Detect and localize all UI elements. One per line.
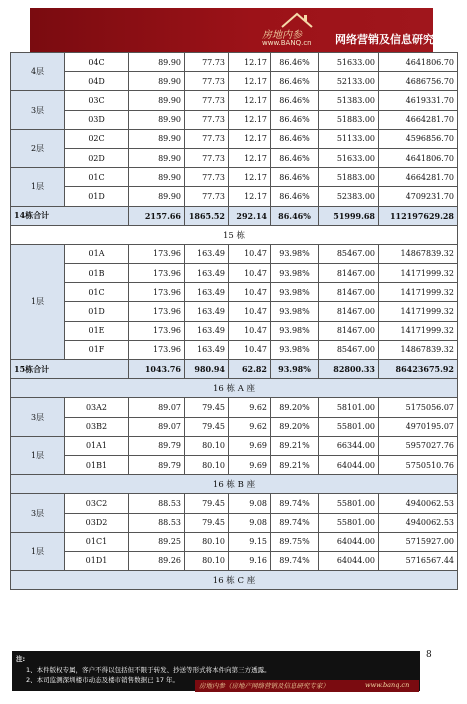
building-section-row — [11, 475, 458, 494]
total-cell: 82800.33 — [319, 360, 379, 379]
value-cell: 77.73 — [185, 110, 229, 129]
value-cell: 89.90 — [129, 110, 185, 129]
value-cell: 10.47 — [229, 340, 271, 359]
value-cell: 163.49 — [185, 283, 229, 302]
value-cell: 12.17 — [229, 110, 271, 129]
total-cell: 86.46% — [271, 206, 319, 225]
unit-cell: 01D — [65, 187, 129, 206]
notes-title: 注: — [16, 655, 26, 663]
value-cell: 89.20% — [271, 398, 319, 417]
building-total-row — [11, 360, 458, 379]
floor-cell: 4层 — [11, 53, 65, 91]
unit-cell: 01C — [65, 168, 129, 187]
floor-cell: 1层 — [11, 532, 65, 570]
value-cell: 4970195.07 — [379, 417, 458, 436]
value-cell: 9.62 — [229, 417, 271, 436]
total-cell: 2157.66 — [129, 206, 185, 225]
table-row — [11, 53, 458, 72]
value-cell: 85467.00 — [319, 340, 379, 359]
value-cell: 93.98% — [271, 302, 319, 321]
value-cell: 5715927.00 — [379, 532, 458, 551]
value-cell: 86.46% — [271, 53, 319, 72]
sales-table — [10, 52, 458, 590]
header-banner — [30, 8, 456, 52]
value-cell: 81467.00 — [319, 321, 379, 340]
value-cell: 12.17 — [229, 187, 271, 206]
total-cell: 86423675.92 — [379, 360, 458, 379]
value-cell: 88.53 — [129, 494, 185, 513]
value-cell: 173.96 — [129, 264, 185, 283]
value-cell: 5750510.76 — [379, 455, 458, 474]
value-cell: 10.47 — [229, 264, 271, 283]
notes-line: 2、本司监测深圳楼市动态及楼市销售数据已 17 年。 — [26, 676, 180, 684]
table-row — [11, 148, 458, 167]
table-row — [11, 513, 458, 532]
value-cell: 80.10 — [185, 551, 229, 570]
value-cell: 12.17 — [229, 148, 271, 167]
value-cell: 64044.00 — [319, 551, 379, 570]
table-row — [11, 398, 458, 417]
value-cell: 51133.00 — [319, 129, 379, 148]
brand-logo — [262, 12, 332, 48]
total-cell: 1865.52 — [185, 206, 229, 225]
table-row — [11, 72, 458, 91]
value-cell: 89.90 — [129, 72, 185, 91]
value-cell: 14171999.32 — [379, 283, 458, 302]
value-cell: 10.47 — [229, 321, 271, 340]
value-cell: 55801.00 — [319, 513, 379, 532]
value-cell: 173.96 — [129, 244, 185, 263]
total-cell: 1043.76 — [129, 360, 185, 379]
value-cell: 89.21% — [271, 455, 319, 474]
value-cell: 77.73 — [185, 91, 229, 110]
value-cell: 81467.00 — [319, 264, 379, 283]
value-cell: 89.25 — [129, 532, 185, 551]
value-cell: 89.74% — [271, 513, 319, 532]
value-cell: 88.53 — [129, 513, 185, 532]
table-row — [11, 340, 458, 359]
value-cell: 80.10 — [185, 436, 229, 455]
value-cell: 9.08 — [229, 494, 271, 513]
unit-cell: 01A1 — [65, 436, 129, 455]
value-cell: 9.15 — [229, 532, 271, 551]
value-cell: 4664281.70 — [379, 110, 458, 129]
value-cell: 86.46% — [271, 168, 319, 187]
value-cell: 5957027.76 — [379, 436, 458, 455]
value-cell: 89.79 — [129, 436, 185, 455]
value-cell: 163.49 — [185, 244, 229, 263]
unit-cell: 03A2 — [65, 398, 129, 417]
building-section-row — [11, 379, 458, 398]
total-label: 14栋合计 — [11, 206, 129, 225]
value-cell: 77.73 — [185, 129, 229, 148]
value-cell: 9.16 — [229, 551, 271, 570]
value-cell: 79.45 — [185, 417, 229, 436]
value-cell: 89.74% — [271, 551, 319, 570]
value-cell: 64044.00 — [319, 532, 379, 551]
logo-text: 房地内参 — [262, 30, 302, 41]
value-cell: 9.62 — [229, 398, 271, 417]
unit-cell: 03B2 — [65, 417, 129, 436]
unit-cell: 03C — [65, 91, 129, 110]
section-title: 16 栋 B 座 — [11, 475, 458, 494]
table-row — [11, 532, 458, 551]
unit-cell: 01F — [65, 340, 129, 359]
value-cell: 86.46% — [271, 148, 319, 167]
unit-cell: 02D — [65, 148, 129, 167]
value-cell: 163.49 — [185, 302, 229, 321]
value-cell: 163.49 — [185, 264, 229, 283]
table-row — [11, 110, 458, 129]
value-cell: 77.73 — [185, 148, 229, 167]
value-cell: 86.46% — [271, 129, 319, 148]
value-cell: 79.45 — [185, 398, 229, 417]
value-cell: 93.98% — [271, 321, 319, 340]
value-cell: 80.10 — [185, 532, 229, 551]
value-cell: 58101.00 — [319, 398, 379, 417]
floor-cell: 2层 — [11, 129, 65, 167]
value-cell: 77.73 — [185, 53, 229, 72]
value-cell: 55801.00 — [319, 494, 379, 513]
building-section-row — [11, 225, 458, 244]
value-cell: 77.73 — [185, 187, 229, 206]
floor-cell: 3层 — [11, 398, 65, 436]
header-title: 网络营销及信息研究专家 — [335, 33, 456, 46]
table-row — [11, 436, 458, 455]
floor-cell: 1层 — [11, 244, 65, 359]
value-cell: 4664281.70 — [379, 168, 458, 187]
value-cell: 9.69 — [229, 436, 271, 455]
section-title: 16 栋 A 座 — [11, 379, 458, 398]
value-cell: 4619331.70 — [379, 91, 458, 110]
value-cell: 89.90 — [129, 168, 185, 187]
table-row — [11, 168, 458, 187]
footer-bar — [195, 680, 419, 692]
section-title: 15 栋 — [11, 225, 458, 244]
value-cell: 93.98% — [271, 244, 319, 263]
value-cell: 89.90 — [129, 53, 185, 72]
table-row — [11, 417, 458, 436]
value-cell: 93.98% — [271, 264, 319, 283]
value-cell: 89.21% — [271, 436, 319, 455]
unit-cell: 03C2 — [65, 494, 129, 513]
section-title: 16 栋 C 座 — [11, 571, 458, 590]
value-cell: 12.17 — [229, 168, 271, 187]
total-cell: 292.14 — [229, 206, 271, 225]
value-cell: 77.73 — [185, 72, 229, 91]
value-cell: 163.49 — [185, 340, 229, 359]
total-cell: 980.94 — [185, 360, 229, 379]
value-cell: 5175056.07 — [379, 398, 458, 417]
total-cell: 51999.68 — [319, 206, 379, 225]
value-cell: 89.74% — [271, 494, 319, 513]
value-cell: 173.96 — [129, 321, 185, 340]
unit-cell: 04D — [65, 72, 129, 91]
value-cell: 79.45 — [185, 494, 229, 513]
value-cell: 89.90 — [129, 187, 185, 206]
value-cell: 89.20% — [271, 417, 319, 436]
table-row — [11, 321, 458, 340]
value-cell: 52133.00 — [319, 72, 379, 91]
value-cell: 86.46% — [271, 110, 319, 129]
footer-brand: 房地内参（房地产网络营销及信息研究专家） — [199, 682, 329, 690]
building-total-row — [11, 206, 458, 225]
total-cell: 112197629.28 — [379, 206, 458, 225]
floor-cell: 1层 — [11, 168, 65, 206]
table-row — [11, 187, 458, 206]
value-cell: 93.98% — [271, 340, 319, 359]
table-row — [11, 494, 458, 513]
value-cell: 52383.00 — [319, 187, 379, 206]
value-cell: 14867839.32 — [379, 244, 458, 263]
value-cell: 12.17 — [229, 129, 271, 148]
floor-cell: 3层 — [11, 494, 65, 532]
unit-cell: 01C1 — [65, 532, 129, 551]
value-cell: 79.45 — [185, 513, 229, 532]
value-cell: 89.75% — [271, 532, 319, 551]
value-cell: 80.10 — [185, 455, 229, 474]
unit-cell: 01B — [65, 264, 129, 283]
notes-line: 1、本件版权专属，客户不得以包括但不限于转发、抄送等形式将本件向第三方透露。 — [26, 666, 271, 674]
logo-url: www.BANQ.cn — [262, 39, 312, 47]
table-row — [11, 302, 458, 321]
table-row — [11, 455, 458, 474]
value-cell: 89.07 — [129, 398, 185, 417]
value-cell: 89.90 — [129, 129, 185, 148]
value-cell: 4709231.70 — [379, 187, 458, 206]
value-cell: 51633.00 — [319, 53, 379, 72]
unit-cell: 01B1 — [65, 455, 129, 474]
table-row — [11, 129, 458, 148]
value-cell: 4641806.70 — [379, 53, 458, 72]
value-cell: 4641806.70 — [379, 148, 458, 167]
unit-cell: 03D — [65, 110, 129, 129]
value-cell: 14171999.32 — [379, 264, 458, 283]
unit-cell: 01D — [65, 302, 129, 321]
value-cell: 89.79 — [129, 455, 185, 474]
value-cell: 89.90 — [129, 148, 185, 167]
building-section-row — [11, 571, 458, 590]
total-cell: 62.82 — [229, 360, 271, 379]
value-cell: 173.96 — [129, 302, 185, 321]
value-cell: 12.17 — [229, 53, 271, 72]
value-cell: 14867839.32 — [379, 340, 458, 359]
value-cell: 4940062.53 — [379, 494, 458, 513]
floor-cell: 1层 — [11, 436, 65, 474]
value-cell: 86.46% — [271, 72, 319, 91]
footer-url: www.banq.cn — [365, 681, 410, 689]
value-cell: 14171999.32 — [379, 302, 458, 321]
table-row — [11, 551, 458, 570]
value-cell: 89.07 — [129, 417, 185, 436]
total-cell: 93.98% — [271, 360, 319, 379]
unit-cell: 04C — [65, 53, 129, 72]
table-row — [11, 244, 458, 263]
value-cell: 89.26 — [129, 551, 185, 570]
value-cell: 51883.00 — [319, 110, 379, 129]
value-cell: 93.98% — [271, 283, 319, 302]
table-row — [11, 283, 458, 302]
value-cell: 163.49 — [185, 321, 229, 340]
table-row — [11, 264, 458, 283]
value-cell: 9.08 — [229, 513, 271, 532]
value-cell: 81467.00 — [319, 302, 379, 321]
unit-cell: 01A — [65, 244, 129, 263]
value-cell: 10.47 — [229, 302, 271, 321]
value-cell: 173.96 — [129, 340, 185, 359]
value-cell: 4596856.70 — [379, 129, 458, 148]
value-cell: 5716567.44 — [379, 551, 458, 570]
table-row — [11, 91, 458, 110]
value-cell: 66344.00 — [319, 436, 379, 455]
unit-cell: 01C — [65, 283, 129, 302]
value-cell: 51633.00 — [319, 148, 379, 167]
value-cell: 81467.00 — [319, 283, 379, 302]
unit-cell: 01D1 — [65, 551, 129, 570]
value-cell: 85467.00 — [319, 244, 379, 263]
value-cell: 173.96 — [129, 283, 185, 302]
value-cell: 12.17 — [229, 72, 271, 91]
value-cell: 12.17 — [229, 91, 271, 110]
value-cell: 14171999.32 — [379, 321, 458, 340]
value-cell: 51383.00 — [319, 91, 379, 110]
value-cell: 64044.00 — [319, 455, 379, 474]
value-cell: 4686756.70 — [379, 72, 458, 91]
unit-cell: 03D2 — [65, 513, 129, 532]
value-cell: 9.69 — [229, 455, 271, 474]
value-cell: 55801.00 — [319, 417, 379, 436]
value-cell: 77.73 — [185, 168, 229, 187]
total-label: 15栋合计 — [11, 360, 129, 379]
value-cell: 10.47 — [229, 244, 271, 263]
value-cell: 10.47 — [229, 283, 271, 302]
value-cell: 4940062.53 — [379, 513, 458, 532]
value-cell: 86.46% — [271, 91, 319, 110]
floor-cell: 3层 — [11, 91, 65, 129]
page-number: 8 — [426, 650, 432, 660]
value-cell: 86.46% — [271, 187, 319, 206]
unit-cell: 01E — [65, 321, 129, 340]
value-cell: 51883.00 — [319, 168, 379, 187]
unit-cell: 02C — [65, 129, 129, 148]
value-cell: 89.90 — [129, 91, 185, 110]
